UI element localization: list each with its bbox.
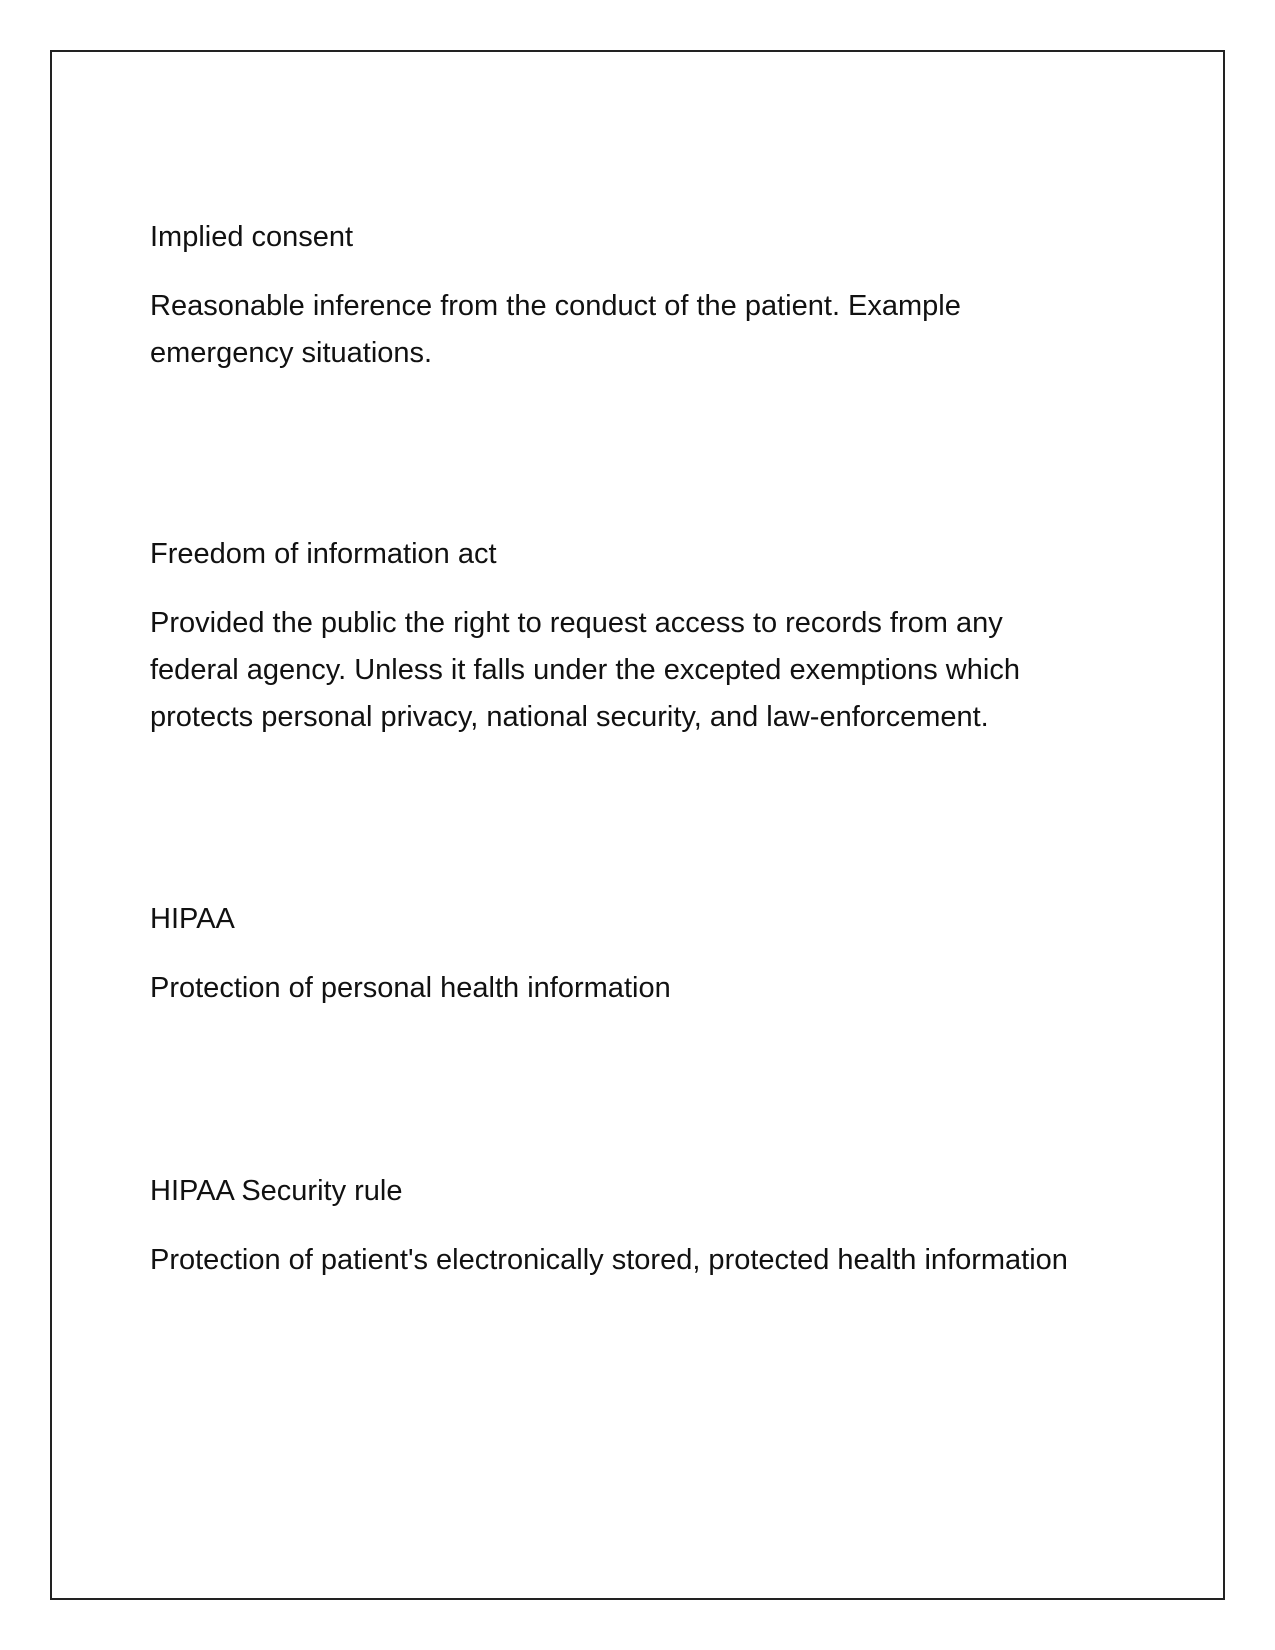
- term-heading: Freedom of information act: [150, 538, 497, 570]
- term-definition: Reasonable inference from the conduct of the patient. Example emergency situations.: [150, 290, 961, 369]
- term-definition: Protection of patient's electronically stored, protected health information: [150, 1244, 1068, 1276]
- term-definition: Protection of personal health information: [150, 972, 671, 1004]
- entry-hipaa: [150, 901, 1090, 1012]
- entry-freedom-of-information-act: [150, 536, 1090, 741]
- term-heading: Implied consent: [150, 221, 354, 253]
- term-heading: HIPAA Security rule: [150, 1175, 403, 1207]
- entry-implied-consent: [150, 219, 1090, 377]
- term-definition: Provided the public the right to request access to records from any federal agency. Unless it falls under the excepted exemptions which protects personal privacy, national security, and law-enforcement.: [150, 607, 1020, 733]
- entry-hipaa-security-rule: [150, 1173, 1090, 1284]
- term-heading: HIPAA: [150, 903, 235, 935]
